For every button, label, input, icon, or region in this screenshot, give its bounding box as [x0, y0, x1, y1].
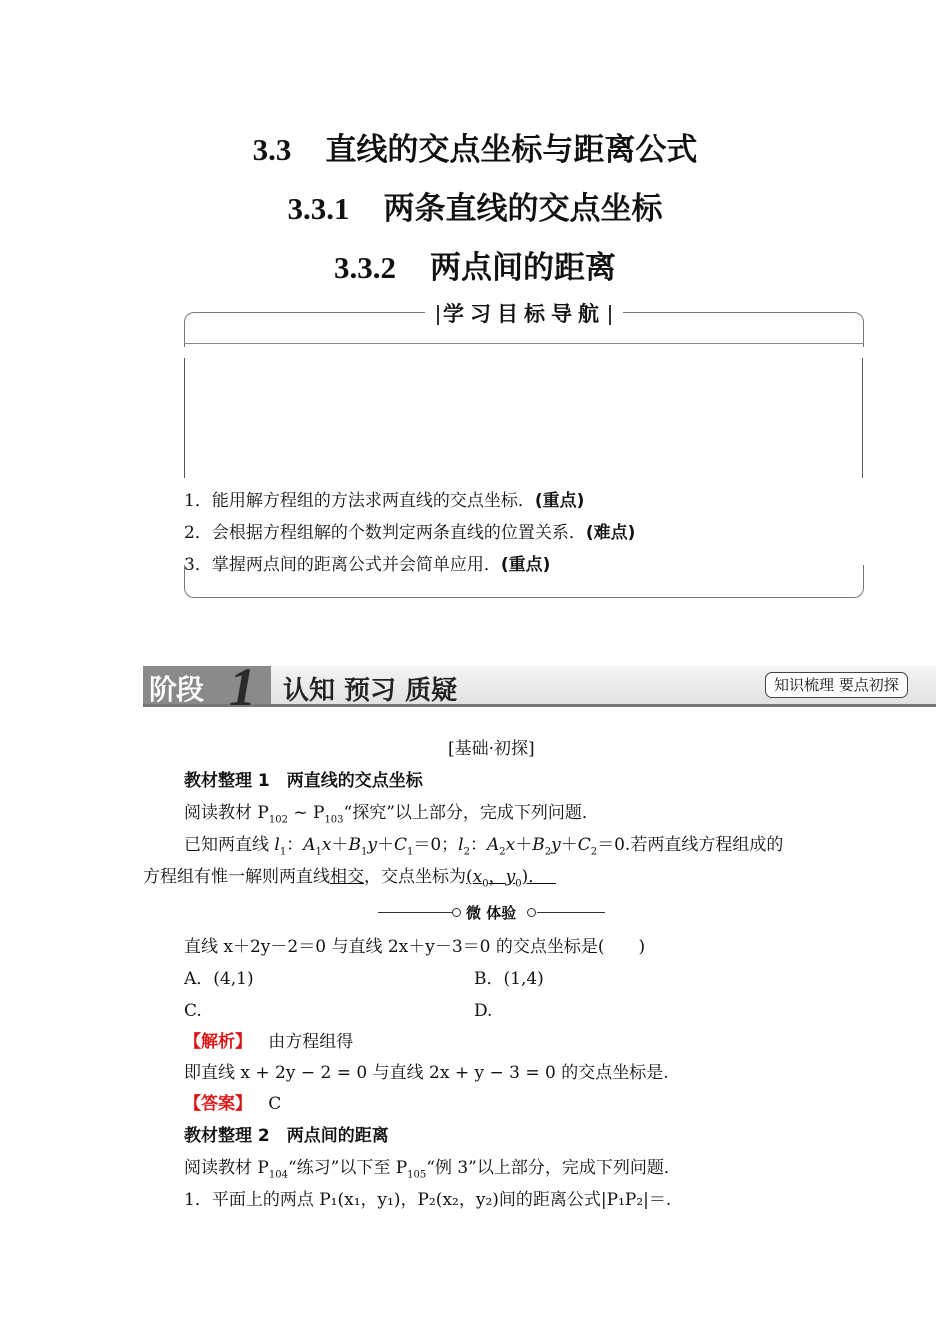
objective-text: 3．掌握两点间的距离公式并会简单应用．: [184, 555, 501, 575]
option-c[interactable]: C.: [184, 1001, 202, 1021]
objective-item-1: [184, 490, 584, 512]
topic-2-reading: [184, 1157, 681, 1186]
stage-prefix: 阶段: [149, 673, 204, 706]
reading-text: ~ P: [287, 803, 325, 823]
option-d[interactable]: D.: [474, 1001, 493, 1021]
option-b[interactable]: B．(1,4): [474, 969, 544, 989]
objectives-label-text: 学习目标导航: [443, 302, 605, 326]
objectives-frame-bottom: [184, 565, 864, 598]
objective-item-2: [184, 522, 635, 544]
mini-line-left: [378, 912, 454, 913]
topic-2-item-1: 1．平面上的两点 P₁(x₁，y₁)，P₂(x₂，y₂)间的距离公式|P₁P₂|＝.: [184, 1190, 672, 1210]
page-sub: 102: [268, 814, 288, 826]
analysis-label: 【解析】: [184, 1032, 252, 1052]
reading-text: “例 3”以上部分，完成下列问题．: [426, 1158, 681, 1178]
stage-banner: [143, 657, 936, 717]
title-3-text: 两点间的距离: [430, 250, 616, 286]
objectives-side-left: [184, 358, 185, 478]
topic-1-para-line-1: 已知两直线 $l_1$：$A_1x+B_1y+C_1=0$；$l_2$：$A_2x+B_2y+C_2=0$.若两直线方程组成的: [184, 835, 784, 858]
option-a[interactable]: A．(4,1): [184, 969, 254, 989]
title-line-3: [0, 242, 950, 287]
answer-value: C: [268, 1094, 282, 1114]
title-line-1: [0, 124, 950, 169]
page-sub: 104: [268, 1169, 288, 1181]
topic-2-heading: 教材整理 2 两点间的距离: [184, 1126, 389, 1146]
reading-text: “探究”以上部分，完成下列问题．: [343, 803, 599, 823]
para-text: 已知两直线: [184, 835, 269, 855]
analysis-line-1: [184, 1031, 353, 1053]
mini-line-right: [537, 912, 605, 913]
answer-label: 【答案】: [184, 1094, 252, 1114]
answer-line: [184, 1093, 281, 1115]
intersect-term: 相交: [330, 867, 364, 887]
stage-number: 1: [229, 657, 256, 717]
analysis-line-2: 即直线 x + 2y − 2 = 0 与直线 2x + y − 3 = 0 的交点坐标是.: [184, 1063, 669, 1083]
label-bar-right: [609, 305, 611, 325]
title-2-text: 两条直线的交点坐标: [383, 191, 663, 227]
topic-1-para-line-2: [143, 866, 556, 895]
objectives-divider: [184, 343, 864, 344]
objective-tag: (难点): [585, 523, 636, 543]
title-1-number: 3.3: [252, 132, 292, 167]
analysis-text: 由方程组得: [268, 1032, 354, 1052]
objectives-label: [425, 298, 623, 328]
objective-tag: (重点): [500, 555, 551, 575]
reading-text: 阅读教材 P: [184, 1158, 269, 1178]
title-3-number: 3.3.2: [334, 250, 396, 285]
title-line-2: [0, 183, 950, 228]
page-sub: 103: [324, 814, 344, 826]
intersection-coords: ($x_0$，$y_0$)．: [466, 867, 557, 890]
stage-summary-button[interactable]: 知识梳理 要点初探: [765, 672, 908, 698]
title-1-text: 直线的交点坐标与距离公式: [325, 132, 698, 168]
stage-badge: [143, 657, 271, 717]
objective-tag: (重点): [534, 491, 585, 511]
topic-1-reading: [184, 802, 599, 831]
title-2-number: 3.3.1: [287, 191, 350, 226]
reading-text: 阅读教材 P: [184, 803, 269, 823]
topic-1-heading: 教材整理 1 两直线的交点坐标: [184, 771, 423, 791]
mini-dot-left: [452, 908, 461, 917]
mini-experience-label: 微 体验: [466, 904, 517, 922]
section-label: [基础·初探]: [448, 739, 535, 759]
question-stem: 直线 x＋2y－2＝0 与直线 2x＋y－3＝0 的交点坐标是( ): [184, 937, 646, 957]
reading-text: “练习”以下至 P: [287, 1158, 408, 1178]
objectives-side-right: [862, 358, 863, 478]
page-sub: 105: [407, 1169, 427, 1181]
para-text: ，交点坐标为: [364, 867, 466, 887]
objective-text: 1．能用解方程组的方法求两直线的交点坐标．: [184, 491, 535, 511]
label-bar-left: [437, 305, 439, 325]
mini-dot-right: [527, 908, 536, 917]
para-text: 方程组有惟一解则两直线: [143, 867, 330, 887]
objective-text: 2．会根据方程组解的个数判定两条直线的位置关系．: [184, 523, 586, 543]
stage-title: 认知 预习 质疑: [283, 676, 458, 706]
